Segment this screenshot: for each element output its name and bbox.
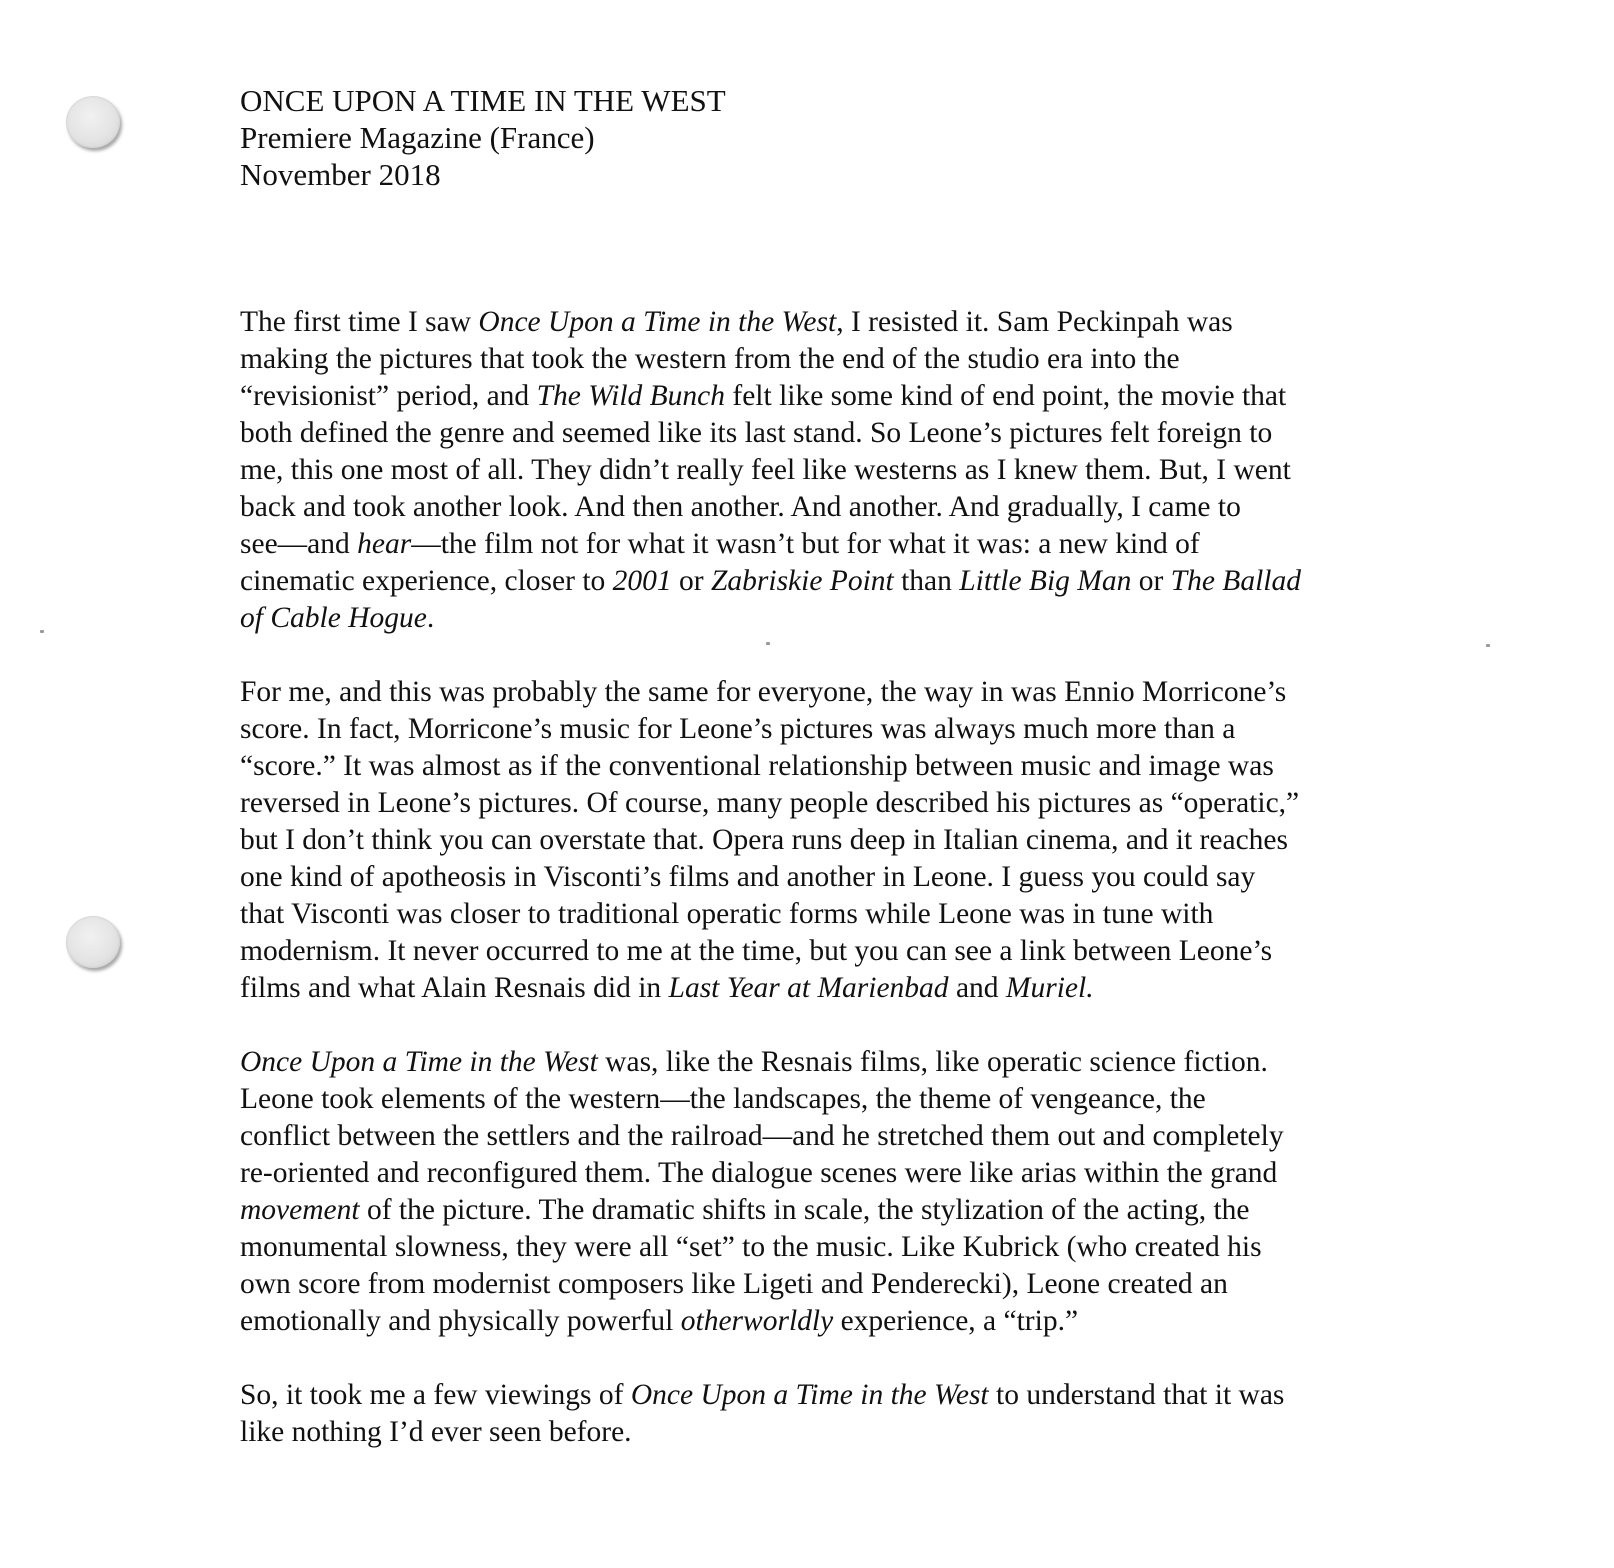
- text-run: “revisionist” period, and: [240, 380, 537, 412]
- text-line: [240, 415, 1400, 452]
- paragraph: [240, 304, 1400, 637]
- italic-text: Muriel.: [1005, 972, 1094, 1004]
- text-line: [240, 748, 1400, 785]
- italic-text: hear: [357, 528, 412, 560]
- text-line: [240, 896, 1400, 933]
- text-run: Leone took elements of the western—the landscapes, the theme of vengeance, the: [240, 1083, 1206, 1115]
- text-run: “score.” It was almost as if the conventional relationship between music and image was: [240, 750, 1274, 782]
- text-run: to understand that it was: [988, 1379, 1285, 1411]
- scan-speck: [1486, 644, 1490, 647]
- text-run: and: [948, 972, 1006, 1004]
- italic-text: Little Big Man: [959, 565, 1132, 597]
- text-line: [240, 489, 1400, 526]
- text-line: [240, 1266, 1400, 1303]
- text-line: [240, 1081, 1400, 1118]
- italic-text: otherworldly: [680, 1305, 834, 1337]
- text-run: —the film not for what it wasn’t but for what it was: a new kind of: [411, 528, 1200, 560]
- text-line: [240, 1414, 1400, 1451]
- document-title: ONCE UPON A TIME IN THE WEST: [240, 83, 726, 118]
- text-line: [240, 1377, 1400, 1414]
- italic-text: Last Year at Marienbad: [668, 972, 949, 1004]
- text-run: like nothing I’d ever seen before.: [240, 1416, 632, 1448]
- text-run: but I don’t think you can overstate that. Opera runs deep in Italian cinema, and it reaches: [240, 824, 1288, 856]
- italic-text: Once Upon a Time in the West: [240, 1046, 598, 1078]
- text-line: [240, 1229, 1400, 1266]
- text-run: that Visconti was closer to traditional operatic forms while Leone was in tune with: [240, 898, 1214, 930]
- text-run: monumental slowness, they were all “set” to the music. Like Kubrick (who created his: [240, 1231, 1262, 1263]
- text-run: score. In fact, Morricone’s music for Leone’s pictures was always much more than a: [240, 713, 1236, 745]
- text-line: [240, 341, 1400, 378]
- text-line: [240, 563, 1400, 600]
- text-run: making the pictures that took the western from the end of the studio era into the: [240, 343, 1180, 375]
- text-run: or: [1131, 565, 1171, 597]
- text-run: or: [671, 565, 711, 597]
- text-line: [240, 1155, 1400, 1192]
- italic-text: Once Upon a Time in the West: [478, 306, 837, 338]
- text-run: For me, and this was probably the same for everyone, the way in was Ennio Morricone’s: [240, 676, 1287, 708]
- text-run: emotionally and physically powerful: [240, 1305, 681, 1337]
- text-run: was, like the Resnais films, like operatic science fiction.: [597, 1046, 1268, 1078]
- italic-text: Zabriskie Point: [710, 565, 894, 597]
- publication-name: Premiere Magazine (France): [240, 120, 595, 155]
- italic-text: Once Upon a Time in the West: [630, 1379, 989, 1411]
- text-line: [240, 1044, 1400, 1081]
- text-run: cinematic experience, closer to: [240, 565, 613, 597]
- text-line: [240, 1303, 1400, 1340]
- italic-text: movement: [240, 1194, 360, 1226]
- punch-hole: [66, 96, 120, 148]
- italic-text: The Wild Bunch: [536, 380, 726, 412]
- text-run: reversed in Leone’s pictures. Of course, many people described his pictures as “operatic,”: [240, 787, 1300, 819]
- text-run: of the picture. The dramatic shifts in scale, the stylization of the acting, the: [359, 1194, 1250, 1226]
- text-line: [240, 1192, 1400, 1229]
- text-line: [240, 933, 1400, 970]
- text-line: [240, 378, 1400, 415]
- publication-date: November 2018: [240, 157, 441, 192]
- text-run: experience, a “trip.”: [833, 1305, 1079, 1337]
- text-run: .: [426, 602, 435, 634]
- text-run: than: [893, 565, 960, 597]
- text-run: , I resisted it. Sam Peckinpah was: [836, 306, 1233, 338]
- text-run: see—and: [240, 528, 358, 560]
- text-line: [240, 1118, 1400, 1155]
- text-line: [240, 674, 1400, 711]
- text-line: [240, 822, 1400, 859]
- text-run: felt like some kind of end point, the movie that: [725, 380, 1287, 412]
- text-line: [240, 859, 1400, 896]
- text-run: own score from modernist composers like Ligeti and Penderecki), Leone created an: [240, 1268, 1228, 1300]
- text-line: [240, 526, 1400, 563]
- paragraph: [240, 1377, 1400, 1451]
- text-run: modernism. It never occurred to me at the time, but you can see a link between Leone’s: [240, 935, 1273, 967]
- text-run: So, it took me a few viewings of: [240, 1379, 631, 1411]
- text-run: The first time I saw: [240, 306, 479, 338]
- article-body: [240, 304, 1400, 1488]
- text-line: [240, 452, 1400, 489]
- text-run: me, this one most of all. They didn’t really feel like westerns as I knew them. But, I went: [240, 454, 1291, 486]
- text-run: re-oriented and reconfigured them. The dialogue scenes were like arias within the grand: [240, 1157, 1278, 1189]
- italic-text: of Cable Hogue: [240, 602, 427, 634]
- text-run: conflict between the settlers and the railroad—and he stretched them out and completely: [240, 1120, 1284, 1152]
- document-header: [240, 82, 726, 193]
- text-run: one kind of apotheosis in Visconti’s films and another in Leone. I guess you could say: [240, 861, 1256, 893]
- punch-hole: [66, 916, 120, 968]
- text-run: films and what Alain Resnais did in: [240, 972, 669, 1004]
- text-line: [240, 304, 1400, 341]
- text-run: back and took another look. And then another. And another. And gradually, I came to: [240, 491, 1241, 523]
- text-line: [240, 600, 1400, 637]
- italic-text: The Ballad: [1170, 565, 1301, 597]
- text-run: both defined the genre and seemed like its last stand. So Leone’s pictures felt foreign to: [240, 417, 1273, 449]
- text-line: [240, 970, 1400, 1007]
- italic-text: 2001: [612, 565, 672, 597]
- text-line: [240, 711, 1400, 748]
- scan-speck: [40, 630, 44, 633]
- paragraph: [240, 1044, 1400, 1340]
- paragraph: [240, 674, 1400, 1007]
- text-line: [240, 785, 1400, 822]
